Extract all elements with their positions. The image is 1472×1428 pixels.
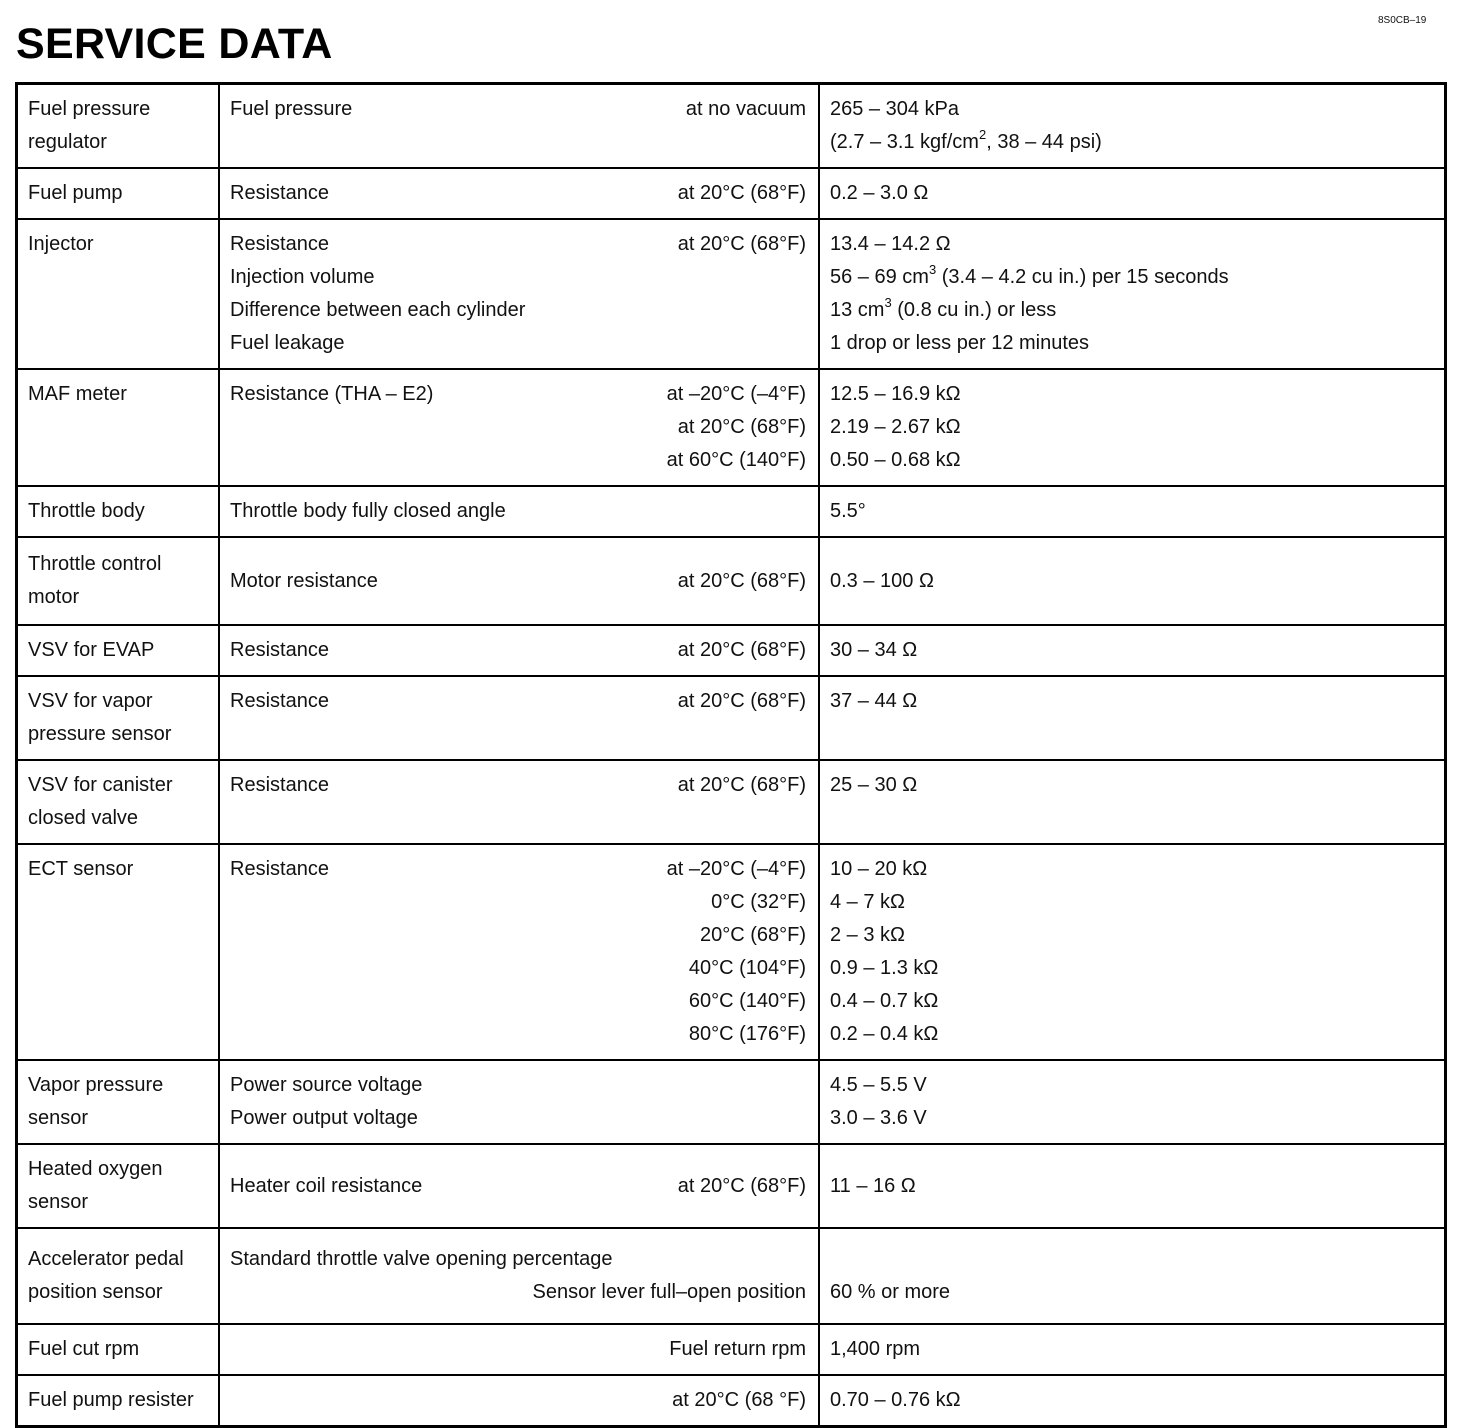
condition-cell [220, 677, 820, 759]
check-condition: at 20°C (68°F) [677, 1174, 806, 1197]
spec-cell [820, 1376, 1444, 1425]
check-label: Injection volume [230, 266, 375, 288]
table-row [18, 1059, 1444, 1143]
item-name: position sensor [28, 1281, 163, 1303]
item-name: MAF meter [28, 383, 127, 405]
item-name: Injector [28, 233, 94, 255]
spec-cell [820, 677, 1444, 759]
table-row [18, 675, 1444, 759]
check-condition: at 20°C (68°F) [677, 774, 806, 796]
spec-value: 1,400 rpm [830, 1338, 921, 1360]
item-cell [18, 169, 220, 218]
table-row [18, 85, 1444, 167]
table-row [18, 843, 1444, 1059]
item-name: VSV for EVAP [28, 639, 155, 661]
check-condition: at 20°C (68°F) [677, 690, 806, 712]
spec-value: 13.4 – 14.2 Ω [830, 233, 951, 255]
item-cell [18, 1325, 220, 1374]
item-cell [18, 370, 220, 485]
check-label: Motor resistance [230, 569, 378, 592]
condition-cell [220, 220, 820, 368]
spec-cell [820, 845, 1444, 1059]
item-name: sensor [28, 1107, 89, 1129]
check-condition: 80°C (176°F) [688, 1023, 806, 1045]
item-cell [18, 487, 220, 536]
item-name: sensor [28, 1191, 89, 1213]
spec-cell [820, 85, 1444, 167]
condition-cell [220, 85, 820, 167]
spec-value: 56 – 69 $cm^3$ (3.4 – 4.2 cu in.) per 15 seconds [830, 262, 1229, 288]
spec-cell [820, 169, 1444, 218]
spec-cell [820, 761, 1444, 843]
check-label: Difference between each cylinder [230, 299, 526, 321]
check-label: Throttle body fully closed angle [230, 500, 506, 522]
item-name: ECT sensor [28, 858, 134, 880]
page-title: SERVICE DATA [16, 20, 333, 68]
item-name: Accelerator pedal [28, 1248, 184, 1270]
table-row [18, 1374, 1444, 1425]
spec-value: 12.5 – 16.9 kΩ [830, 383, 961, 405]
spec-value: 1 drop or less per 12 minutes [830, 332, 1090, 354]
check-label: Resistance [230, 858, 329, 880]
condition-cell [220, 538, 820, 624]
check-label: Resistance [230, 233, 329, 255]
check-label: Resistance [230, 774, 329, 796]
table-row [18, 368, 1444, 485]
condition-cell [220, 487, 820, 536]
spec-value: 25 – 30 Ω [830, 774, 918, 796]
check-label: Standard throttle valve opening percentage [230, 1248, 613, 1270]
item-name: VSV for canister [28, 774, 173, 796]
spec-value: 10 – 20 kΩ [830, 858, 928, 880]
check-condition: at no vacuum [685, 98, 806, 120]
check-condition: at 20°C (68°F) [677, 182, 806, 204]
spec-value: 2 – 3 kΩ [830, 924, 905, 946]
check-condition: Fuel return rpm [669, 1338, 806, 1360]
spec-value: 37 – 44 Ω [830, 690, 918, 712]
check-condition: 20°C (68°F) [699, 924, 806, 946]
item-name: Fuel pressure [28, 98, 151, 120]
check-condition: at –20°C (–4°F) [666, 858, 806, 880]
table-row [18, 1143, 1444, 1227]
spec-value: (2.7 – 3.1 kgf/$cm^2$, 38 – 44 psi) [830, 127, 1102, 153]
check-condition: at 60°C (140°F) [666, 449, 806, 471]
spec-cell [820, 1229, 1444, 1323]
check-condition: at 20°C (68°F) [677, 569, 806, 592]
check-label: Fuel pressure [230, 98, 353, 120]
item-cell [18, 1376, 220, 1425]
spec-cell [820, 1145, 1444, 1227]
check-label: Resistance [230, 690, 329, 712]
item-cell [18, 85, 220, 167]
spec-value: 3.0 – 3.6 V [830, 1107, 927, 1129]
item-name: pressure sensor [28, 723, 172, 745]
check-condition: at –20°C (–4°F) [666, 383, 806, 405]
condition-cell [220, 1145, 820, 1227]
spec-value: 0.4 – 0.7 kΩ [830, 990, 939, 1012]
check-condition: at 20°C (68°F) [677, 639, 806, 661]
check-label: Power output voltage [230, 1107, 418, 1129]
check-label: Resistance [230, 182, 329, 204]
item-name: Fuel pump [28, 182, 123, 204]
spec-cell [820, 220, 1444, 368]
item-name: Heated oxygen [28, 1158, 163, 1180]
check-condition: at 20°C (68°F) [677, 416, 806, 438]
service-data-table [15, 82, 1447, 1428]
item-name: Throttle body [28, 500, 145, 522]
condition-cell [220, 169, 820, 218]
check-label: Fuel leakage [230, 332, 345, 354]
check-condition: Sensor lever full–open position [532, 1281, 806, 1303]
condition-cell [220, 1325, 820, 1374]
condition-cell [220, 1061, 820, 1143]
table-row [18, 624, 1444, 675]
table-row [18, 485, 1444, 536]
table-row [18, 218, 1444, 368]
spec-value: 0.9 – 1.3 kΩ [830, 957, 939, 979]
item-cell [18, 1229, 220, 1323]
spec-cell [820, 538, 1444, 624]
spec-value: 60 % or more [830, 1281, 951, 1303]
item-cell [18, 538, 220, 624]
check-label: Power source voltage [230, 1074, 423, 1096]
check-condition: at 20°C (68 °F) [672, 1389, 806, 1411]
spec-value: 11 – 16 Ω [830, 1174, 916, 1197]
check-label: Resistance (THA – E2) [230, 383, 434, 405]
condition-cell [220, 1376, 820, 1425]
condition-cell [220, 761, 820, 843]
item-cell [18, 220, 220, 368]
table-row [18, 1227, 1444, 1323]
item-cell [18, 761, 220, 843]
item-name: VSV for vapor [28, 690, 153, 712]
item-name: Fuel cut rpm [28, 1338, 140, 1360]
condition-cell [220, 370, 820, 485]
spec-value [830, 1243, 1444, 1276]
condition-cell [220, 1229, 820, 1323]
check-label: Resistance [230, 639, 329, 661]
spec-value: 265 – 304 kPa [830, 98, 959, 120]
item-cell [18, 677, 220, 759]
spec-cell [820, 370, 1444, 485]
spec-value: 0.70 – 0.76 kΩ [830, 1389, 961, 1411]
spec-cell [820, 1061, 1444, 1143]
spec-value: 2.19 – 2.67 kΩ [830, 416, 961, 438]
spec-cell [820, 1325, 1444, 1374]
spec-value: 4.5 – 5.5 V [830, 1074, 927, 1096]
check-condition: at 20°C (68°F) [677, 233, 806, 255]
check-condition: 40°C (104°F) [688, 957, 806, 979]
spec-value: 5.5° [830, 500, 866, 522]
spec-cell [820, 626, 1444, 675]
item-name: Fuel pump resister [28, 1389, 194, 1411]
item-name: closed valve [28, 807, 139, 829]
table-row [18, 1323, 1444, 1374]
item-cell [18, 1061, 220, 1143]
document-code: 8S0CB–19 [1378, 15, 1427, 26]
spec-value: 0.3 – 100 Ω [830, 569, 934, 592]
item-cell [18, 626, 220, 675]
item-cell [18, 845, 220, 1059]
spec-value: 0.2 – 3.0 Ω [830, 182, 929, 204]
spec-value: 0.50 – 0.68 kΩ [830, 449, 961, 471]
check-label: Heater coil resistance [230, 1174, 423, 1197]
table-row [18, 759, 1444, 843]
item-name: Vapor pressure [28, 1074, 164, 1096]
item-name: motor [28, 586, 80, 608]
table-row [18, 167, 1444, 218]
item-name: Throttle control [28, 553, 162, 575]
spec-cell [820, 487, 1444, 536]
check-condition: 60°C (140°F) [688, 990, 806, 1012]
check-condition: 0°C (32°F) [711, 891, 806, 913]
table-row [18, 536, 1444, 624]
spec-value: 4 – 7 kΩ [830, 891, 905, 913]
item-cell [18, 1145, 220, 1227]
spec-value: 0.2 – 0.4 kΩ [830, 1023, 939, 1045]
spec-value: 13 $cm^3$ (0.8 cu in.) or less [830, 295, 1057, 321]
item-name: regulator [28, 131, 107, 153]
spec-value: 30 – 34 Ω [830, 639, 918, 661]
condition-cell [220, 845, 820, 1059]
condition-cell [220, 626, 820, 675]
